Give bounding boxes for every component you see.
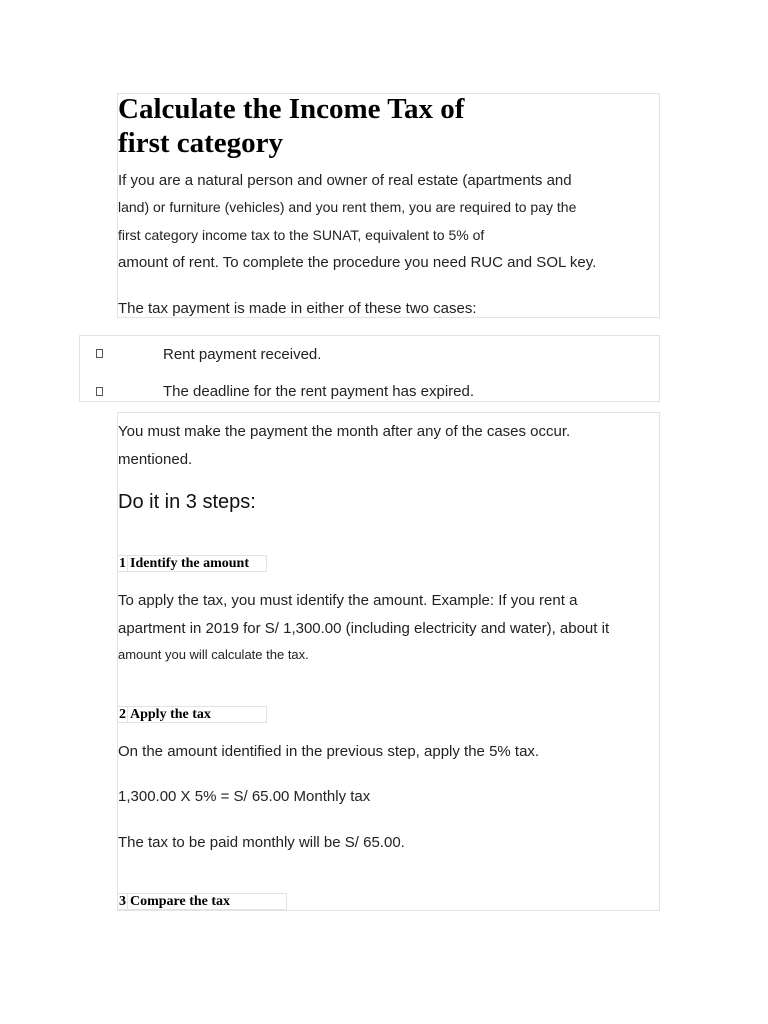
step-number: 3: [119, 894, 126, 909]
page-title-line-2: first category: [118, 127, 284, 159]
step-label: Compare the tax: [130, 894, 231, 909]
step-label: Identify the amount: [130, 556, 250, 571]
step-2-line-3: The tax to be paid monthly will be S/ 65.00.: [118, 834, 405, 851]
step-1-line-1: To apply the tax, you must identify the amount. Example: If you rent a: [118, 592, 578, 609]
intro-line-2: land) or furniture (vehicles) and you rent them, you are required to pay the: [118, 199, 577, 215]
step-1-header: [117, 555, 267, 572]
step-2-line-1: On the amount identified in the previous step, apply the 5% tax.: [118, 743, 540, 760]
divider: [127, 894, 128, 909]
step-3-header: [117, 893, 287, 910]
divider: [127, 556, 128, 571]
after-cases-line-2: mentioned.: [118, 451, 193, 468]
step-1-line-2: apartment in 2019 for S/ 1,300.00 (including electricity and water), about it: [118, 620, 610, 637]
intro-line-4: amount of rent. To complete the procedure you need RUC and SOL key.: [118, 254, 597, 271]
page-title-line-1: Calculate the Income Tax of: [118, 93, 465, 125]
step-2-header: [117, 706, 267, 723]
divider: [127, 707, 128, 722]
bullet-icon: [96, 387, 103, 396]
intro-line-3: first category income tax to the SUNAT, equivalent to 5% of: [118, 227, 485, 243]
step-2-line-2: 1,300.00 X 5% = S/ 65.00 Monthly tax: [118, 788, 371, 805]
case-item-2: The deadline for the rent payment has expired.: [163, 383, 475, 400]
step-number: 2: [119, 707, 126, 722]
case-item-1: Rent payment received.: [163, 346, 322, 363]
step-1-line-3: amount you will calculate the tax.: [118, 647, 309, 662]
bullet-icon: [96, 349, 103, 358]
intro-line-1: If you are a natural person and owner of real estate (apartments and: [118, 172, 572, 189]
step-number: 1: [119, 556, 126, 571]
step-label: Apply the tax: [130, 707, 211, 722]
after-cases-line-1: You must make the payment the month after any of the cases occur.: [118, 423, 571, 440]
cases-intro: The tax payment is made in either of these two cases:: [118, 300, 477, 317]
steps-heading: Do it in 3 steps:: [118, 491, 256, 513]
